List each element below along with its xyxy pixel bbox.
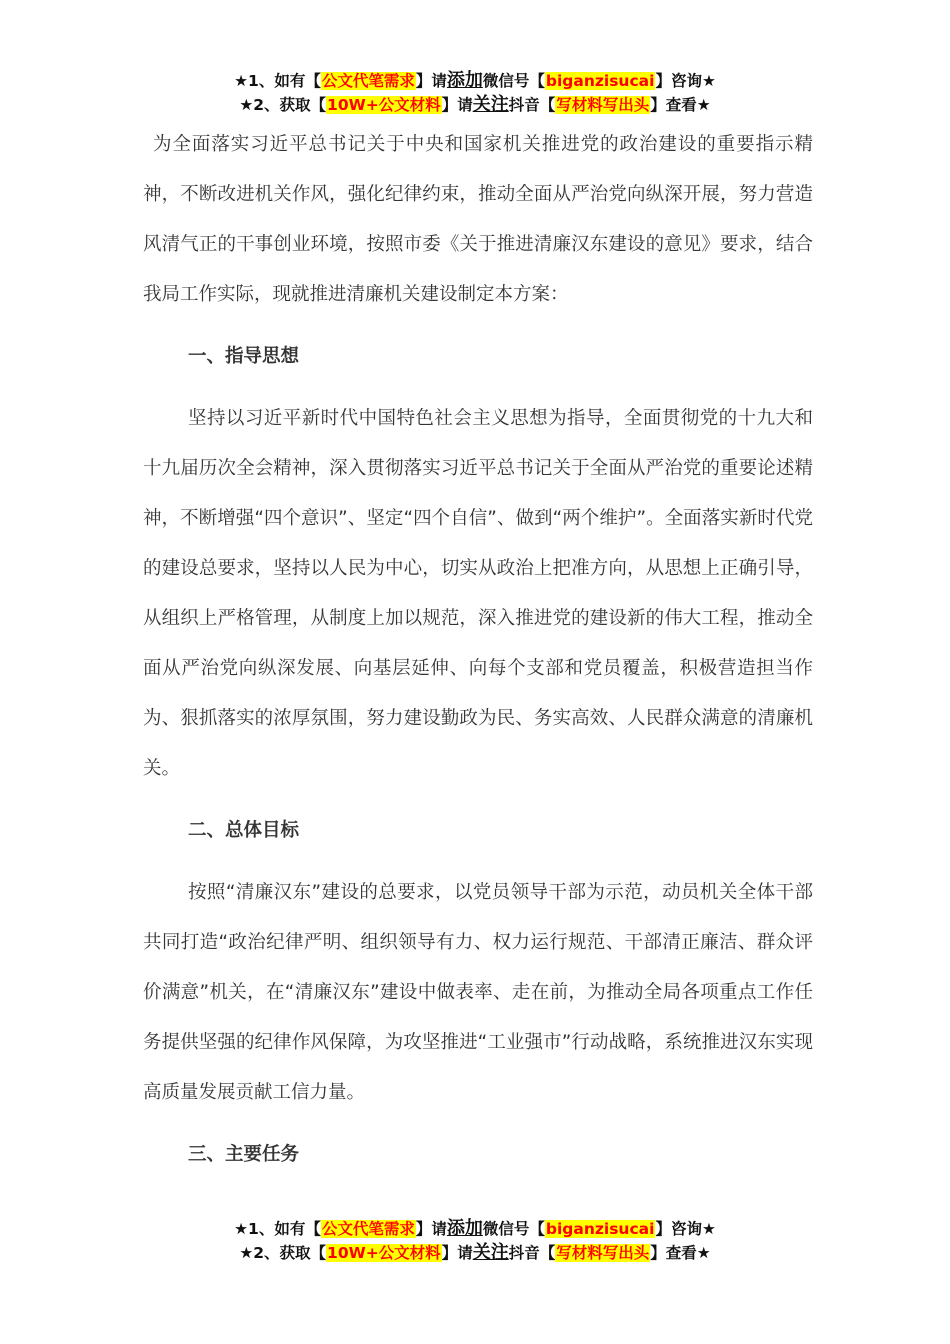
highlight-materials: 10W+公文材料 xyxy=(327,1244,441,1262)
promo-text: ★1、如有【 xyxy=(234,72,321,90)
document-body xyxy=(143,120,813,1180)
highlight-douyin-account: 写材料写出头 xyxy=(556,1244,650,1262)
promo-text: 】请 xyxy=(441,96,473,114)
promo-line-1 xyxy=(0,1217,950,1241)
highlight-douyin-account: 写材料写出头 xyxy=(556,96,650,114)
promo-line-2 xyxy=(0,93,950,117)
intro-paragraph: 为全面落实习近平总书记关于中央和国家机关推进党的政治建设的重要指示精神，不断改进机关作风，强化纪律约束，推动全面从严治党向纵深开展，努力营造风清气正的干事创业环境，按照市委《关于推进清廉汉东建设的意见》要求，结合我局工作实际，现就推进清廉机关建设制定本方案： xyxy=(143,134,813,305)
highlight-wechat-id: biganzisucai xyxy=(545,72,655,90)
section-heading: 二、总体目标 xyxy=(188,820,300,841)
promo-text: ★2、获取【 xyxy=(239,96,327,114)
highlight-service: 公文代笔需求 xyxy=(321,72,415,90)
highlight-wechat-id: biganzisucai xyxy=(545,1220,655,1238)
promo-emphasis: 关注 xyxy=(472,1242,509,1263)
promo-text: ★1、如有【 xyxy=(234,1220,321,1238)
section-paragraph: 按照“清廉汉东”建设的总要求，以党员领导干部为示范，动员机关全体干部共同打造“政治纪律严明、组织领导有力、权力运行规范、干部清正廉洁、群众评价满意”机关，在“清廉汉东”建设中做表率、走在前，为推动全局各项重点工作任务提供坚强的纪律作风保障，为攻坚推进“工业强市”行动战略，系统推进汉东实现高质量发展贡献工信力量。 xyxy=(143,882,813,1103)
top-promo-banner xyxy=(0,69,950,117)
section-paragraph: 坚持以习近平新时代中国特色社会主义思想为指导，全面贯彻党的十九大和十九届历次全会精神，深入贯彻落实习近平总书记关于全面从严治党的重要论述精神，不断增强“四个意识”、坚定“四个自信”、做到“两个维护”。全面落实新时代党的建设总要求，坚持以人民为中心，切实从政治上把准方向，从思想上正确引导，从组织上严格管理，从制度上加以规范，深入推进党的建设新的伟大工程，推动全面从严治党向纵深发展、向基层延伸、向每个支部和党员覆盖，积极营造担当作为、狠抓落实的浓厚氛围，努力建设勤政为民、务实高效、人民群众满意的清廉机关。 xyxy=(143,408,813,779)
promo-text: 抖音【 xyxy=(508,96,556,114)
promo-text: 抖音【 xyxy=(508,1244,556,1262)
promo-line-1 xyxy=(0,69,950,93)
highlight-service: 公文代笔需求 xyxy=(321,1220,415,1238)
promo-emphasis: 添加 xyxy=(446,1218,483,1239)
promo-line-2 xyxy=(0,1241,950,1265)
section-heading: 三、主要任务 xyxy=(188,1144,300,1165)
promo-text: 微信号【 xyxy=(482,72,545,90)
promo-text: 】查看★ xyxy=(650,1244,711,1262)
promo-text: 】咨询★ xyxy=(655,72,716,90)
promo-text: 微信号【 xyxy=(482,1220,545,1238)
bottom-promo-banner xyxy=(0,1217,950,1265)
promo-text: 】请 xyxy=(415,72,447,90)
promo-text: 】请 xyxy=(441,1244,473,1262)
promo-text: 】查看★ xyxy=(650,96,711,114)
promo-text: 】咨询★ xyxy=(655,1220,716,1238)
promo-text: 】请 xyxy=(415,1220,447,1238)
promo-text: ★2、获取【 xyxy=(239,1244,327,1262)
promo-emphasis: 添加 xyxy=(446,70,483,91)
promo-emphasis: 关注 xyxy=(472,94,509,115)
highlight-materials: 10W+公文材料 xyxy=(327,96,441,114)
section-heading: 一、指导思想 xyxy=(188,346,300,367)
